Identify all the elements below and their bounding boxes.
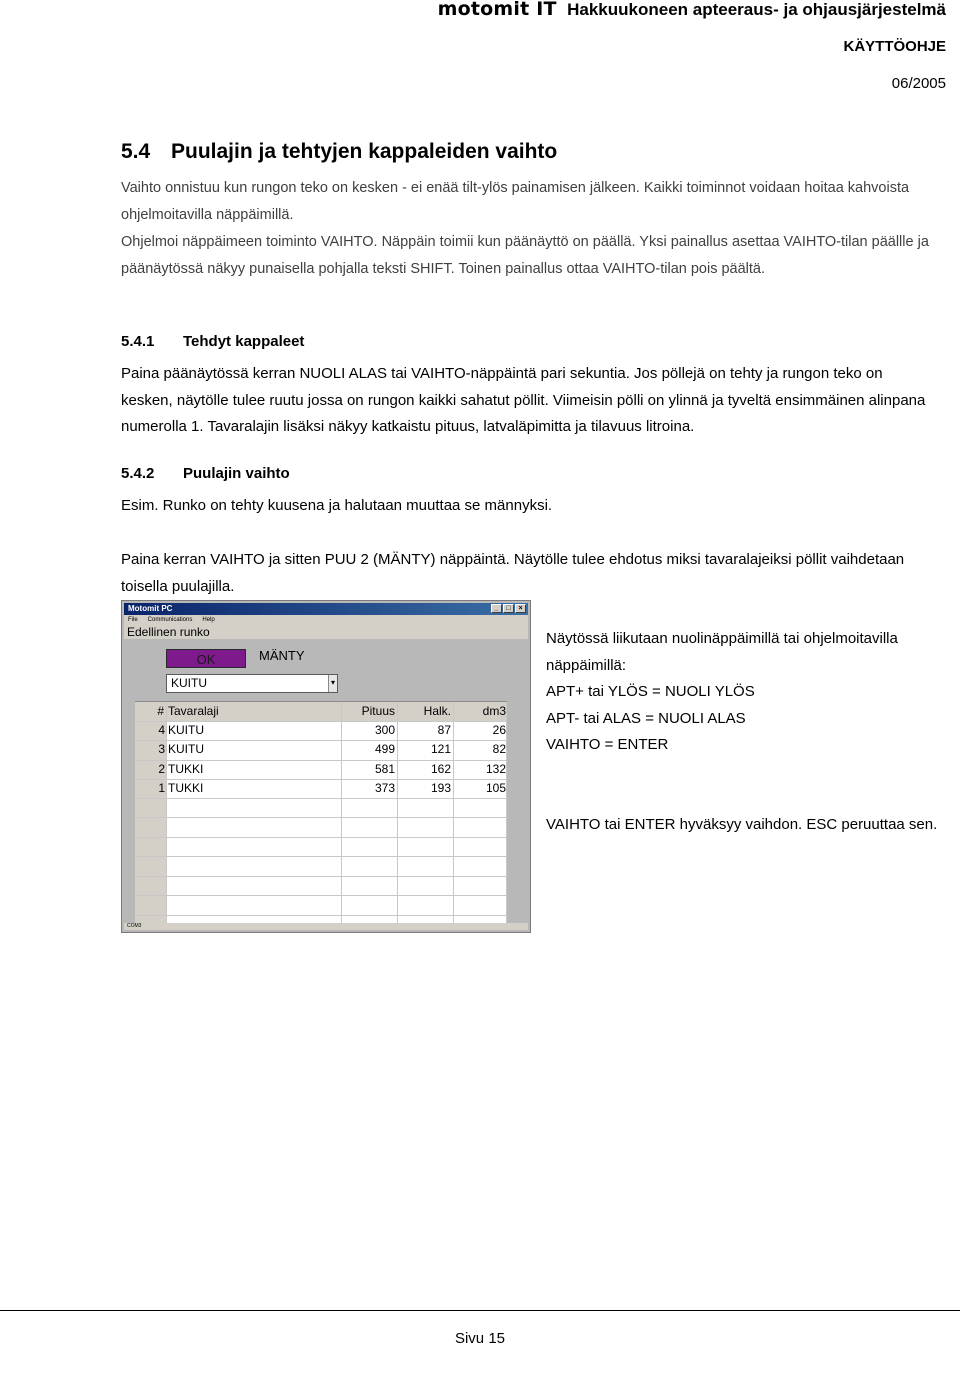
window-title: Motomit PC (128, 604, 173, 613)
grid-line (397, 702, 398, 926)
grid-line (135, 895, 507, 896)
chevron-down-icon[interactable]: ▾ (328, 675, 337, 692)
row-number: 2 (158, 762, 165, 776)
row-diameter: 121 (430, 742, 451, 756)
subsection-heading-1 (121, 333, 304, 350)
document-header (438, 0, 946, 20)
row-number: 1 (158, 781, 165, 795)
assortment-select[interactable] (166, 674, 338, 693)
key-mapping-up: APT+ tai YLÖS = NUOLI YLÖS (546, 683, 755, 700)
close-icon[interactable]: × (515, 604, 526, 613)
column-header-length: Pituus (361, 704, 395, 718)
row-diameter: 162 (430, 762, 451, 776)
row-diameter: 193 (430, 781, 451, 795)
row-length: 300 (374, 723, 395, 737)
grid-line (506, 702, 507, 926)
example-text: Esim. Runko on tehty kuusena ja halutaan muuttaa se männyksi. (121, 497, 553, 514)
grid-line (453, 702, 454, 926)
row-length: 373 (374, 781, 395, 795)
menu-help[interactable]: Help (202, 617, 215, 623)
row-length: 499 (374, 742, 395, 756)
grid-line (135, 817, 507, 818)
row-assortment[interactable]: TUKKI (168, 762, 204, 776)
ok-button[interactable]: OK (166, 649, 246, 668)
row-number: 4 (158, 723, 165, 737)
logs-table (135, 701, 507, 926)
grid-line (135, 740, 507, 741)
row-volume: 132 (485, 762, 506, 776)
intro-paragraph-2: Ohjelmoi näppäimeen toiminto VAIHTO. Näppäin toimii kun päänäyttö on päällä. Yksi painallus asettaa VAIHTO-tilan päällle ja päänäytössä näkyy punaisella pohjalla teksti SHIFT. Toinen painallus ottaa VAIHTO-tilan pois päältä. (121, 234, 929, 277)
row-length: 581 (374, 762, 395, 776)
document-type: KÄYTTÖOHJE (843, 38, 946, 55)
window-titlebar (124, 603, 528, 615)
panel-title: Edellinen runko (124, 625, 528, 639)
section-number: 5.4 (121, 140, 151, 163)
subsection-2-text: Paina kerran VAIHTO ja sitten PUU 2 (MÄNTY) näppäintä. Näytölle tulee ehdotus miksi tavaralajeiksi pöllit vaihdetaan toisella puulajilla. (121, 551, 905, 595)
grid-line (135, 798, 507, 799)
grid-line (135, 876, 507, 877)
assortment-select-value: KUITU (171, 676, 207, 690)
column-header-volume: dm3 (482, 704, 506, 718)
document-title: Hakkuukoneen apteeraus- ja ohjausjärjestelmä (567, 0, 946, 19)
row-volume: 105 (485, 781, 506, 795)
menu-bar (124, 615, 528, 625)
grid-line (135, 915, 507, 916)
section-title: Puulajin ja tehtyjen kappaleiden vaihto (171, 140, 558, 163)
document-date: 06/2005 (891, 75, 946, 92)
subsection-title: Tehdyt kappaleet (183, 333, 305, 350)
navigation-note: Näytössä liikutaan nuolinäppäimillä tai ohjelmoitavilla näppäimillä: (546, 630, 898, 674)
key-mapping-enter: VAIHTO = ENTER (546, 736, 669, 753)
subsection-1-text: Paina päänäytössä kerran NUOLI ALAS tai VAIHTO-näppäintä pari sekuntia. Jos pöllejä on tehty ja rungon teko on kesken, näytölle tulee ruutu jossa on rungon kaikki sahatut pöllit. Viimeisin pölli on ylinnä ja tyveltä ensimmäinen alinpana numerolla 1. Tavaralajin lisäksi näkyy katkaistu pituus, latvaläpimitta ja tilavuus litroina. (121, 365, 926, 435)
grid-line (135, 760, 507, 761)
app-window-screenshot (121, 600, 531, 933)
wood-species-label: MÄNTY (259, 648, 305, 663)
intro-paragraph-1: Vaihto onnistuu kun rungon teko on kesken - ei enää tilt-ylös painamisen jälkeen. Kaikki toiminnot voidaan hoitaa kahvoista ohjelmoitavilla näppäimillä. (121, 180, 910, 223)
row-assortment[interactable]: KUITU (168, 723, 204, 737)
subsection-number: 5.4.2 (121, 465, 155, 482)
row-number: 3 (158, 742, 165, 756)
row-assortment[interactable]: KUITU (168, 742, 204, 756)
footer-divider (0, 1310, 960, 1311)
maximize-icon[interactable]: □ (503, 604, 514, 613)
section-heading (121, 140, 557, 164)
brand-name: motomit IT (437, 0, 557, 20)
column-header-assortment: Tavaralaji (168, 704, 219, 718)
status-bar: COM3 (124, 923, 528, 930)
confirm-note: VAIHTO tai ENTER hyväksyy vaihdon. ESC peruuttaa sen. (546, 816, 938, 833)
page-number: Sivu 15 (454, 1330, 506, 1347)
row-volume: 82 (492, 742, 506, 756)
subsection-title: Puulajin vaihto (183, 465, 290, 482)
column-header-number: # (157, 704, 164, 718)
column-header-diameter: Halk. (423, 704, 451, 718)
grid-line (341, 702, 342, 926)
key-mapping-down: APT- tai ALAS = NUOLI ALAS (546, 710, 746, 727)
row-assortment[interactable]: TUKKI (168, 781, 204, 795)
menu-communications[interactable]: Communications (147, 617, 193, 623)
subsection-number: 5.4.1 (121, 333, 155, 350)
menu-file[interactable]: File (128, 617, 138, 623)
grid-line (135, 721, 507, 722)
grid-line (135, 837, 507, 838)
subsection-heading-2 (121, 465, 290, 482)
grid-line (135, 779, 507, 780)
minimize-icon[interactable]: _ (491, 604, 502, 613)
row-volume: 26 (492, 723, 506, 737)
grid-line (166, 702, 167, 926)
row-diameter: 87 (437, 723, 451, 737)
grid-line (135, 856, 507, 857)
